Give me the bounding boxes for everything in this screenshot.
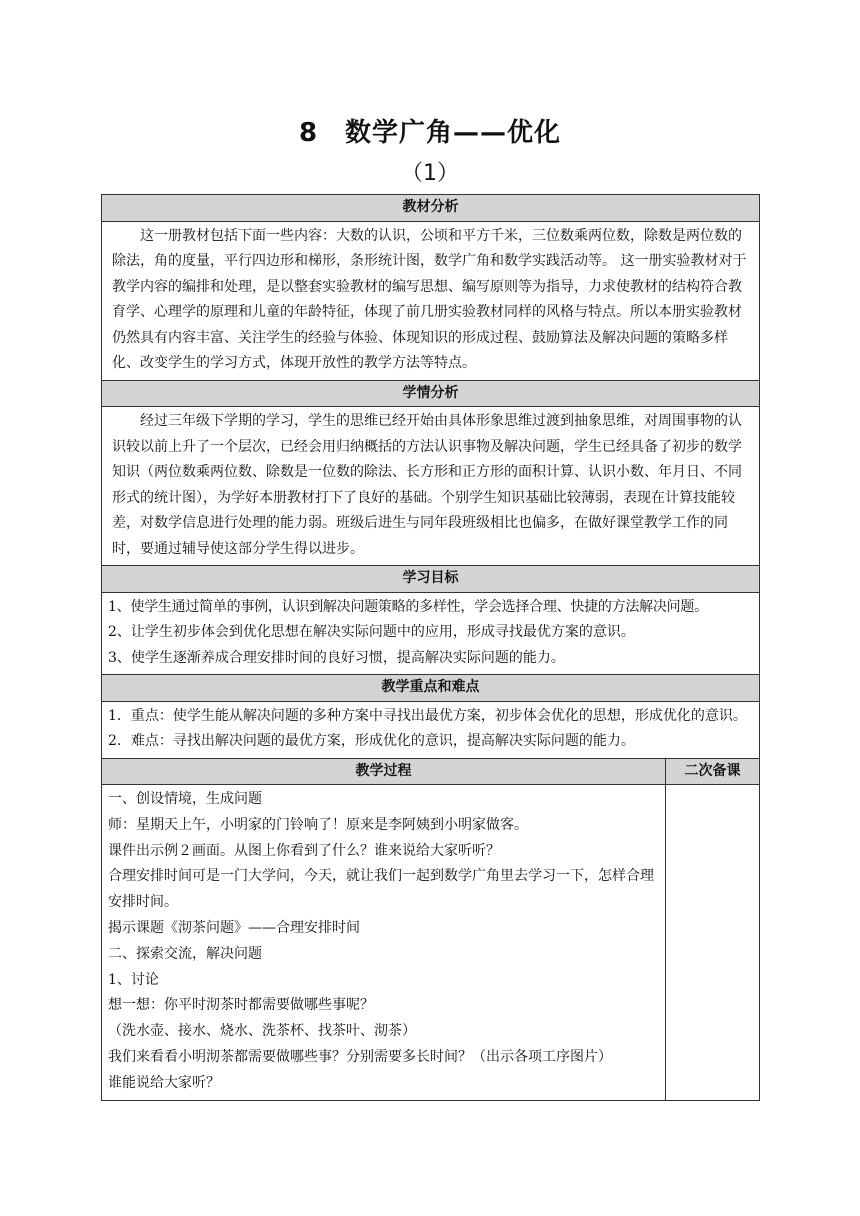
student-analysis-header: 学情分析: [102, 380, 760, 407]
textbook-header-row: [102, 195, 760, 222]
process-line-7: 1、讨论: [108, 971, 159, 988]
document-subtitle: （1）: [401, 161, 459, 186]
keypoints-header-row: [102, 675, 760, 702]
students-header-row: [102, 380, 760, 407]
learning-goals-header: 学习目标: [102, 566, 760, 593]
process-body-row: [102, 785, 760, 1101]
process-line-4: 合理安排时间可是一门大学问，今天，就让我们一起到数学广角里去学习一下，怎样合理安排时间。: [108, 868, 654, 911]
textbook-analysis-text: 这一册教材包括下面一些内容：大数的认识，公顷和平方千米，三位数乘两位数，除数是两位数的除法，角的度量，平行四边形和梯形，条形统计图，数学广角和数学实践活动等。 这一册实验教材对于教学内容的编排和处理，是以整套实验教材的编写思想、编写原则等为指导，力求使教材的结构符合教育学、心理学的原理和儿童的年龄特征，体现了前几册实验教材同样的风格与特点。所以本册实验教材仍然具有内容丰富、关注学生的经验与体验、体现知识的形成过程、鼓励算法及解决问题的策略多样化、改变学生的学习方式，体现开放性的教学方法等特点。: [112, 227, 747, 371]
textbook-body-row: [102, 221, 760, 380]
goals-header-row: [102, 566, 760, 593]
process-header-row: [102, 758, 760, 785]
process-line-2: 师：星期天上午，小明家的门铃响了！原来是李阿姨到小明家做客。: [108, 816, 528, 833]
keypoint-item-1: 1．重点：使学生能从解决问题的多种方案中寻找出最优方案，初步体会优化的思想，形成优化的意识。: [108, 707, 747, 724]
key-difficult-points-header: 教学重点和难点: [102, 675, 760, 702]
keypoint-item-2: 2．难点：寻找出解决问题的最优方案，形成优化的意识，提高解决实际问题的能力。: [108, 733, 635, 749]
second-preparation-cell: [666, 785, 760, 1101]
goal-item-1: 1、使学生通过简单的事例，认识到解决问题策略的多样性，学会选择合理、快捷的方法解决问题。: [108, 598, 708, 615]
process-line-1: 一、创设情境，生成问题: [108, 791, 262, 807]
second-preparation-header: 二次备课: [666, 758, 760, 785]
teaching-process-header: 教学过程: [102, 758, 666, 785]
process-line-6: 二、探索交流，解决问题: [108, 945, 262, 962]
document-title: 8 数学广角——优化: [298, 118, 562, 148]
process-line-5: 揭示课题《沏茶问题》——合理安排时间: [108, 919, 360, 936]
process-line-8: 想一想：你平时沏茶时都需要做哪些事呢？: [108, 997, 374, 1014]
goal-item-3: 3、使学生逐渐养成合理安排时间的良好习惯，提高解决实际问题的能力。: [108, 649, 565, 666]
process-line-11: 谁能说给大家听？: [108, 1074, 220, 1091]
student-analysis-text: 经过三年级下学期的学习，学生的思维已经开始由具体形象思维过渡到抽象思维，对周围事物的认识较以前上升了一个层次，已经会用归纳概括的方法认识事物及解决问题，学生已经具备了初步的数学知识（两位数乘两位数、除数是一位数的除法、长方形和正方形的面积计算、认识小数、年月日、不同形式的统计图），为学好本册教材打下了良好的基础。个别学生知识基础比较薄弱，表现在计算技能较差，对数学信息进行处理的能力弱。班级后进生与同年段班级相比也偏多，在做好课堂教学工作的同时，要通过辅导使这部分学生得以进步。: [112, 413, 742, 557]
process-line-3: 课件出示例２画面。从图上你看到了什么？谁来说给大家听听？: [108, 842, 500, 859]
lesson-plan-table: [101, 194, 760, 1101]
textbook-analysis-header: 教材分析: [102, 195, 760, 222]
keypoints-body-row: [102, 701, 760, 758]
process-line-10: 我们来看看小明沏茶都需要做哪些事？分别需要多长时间？（出示各项工序图片）: [108, 1048, 612, 1065]
goals-body-row: [102, 592, 760, 675]
process-line-9: （洗水壶、接水、烧水、洗茶杯、找茶叶、沏茶）: [108, 1023, 416, 1040]
goal-item-2: 2、让学生初步体会到优化思想在解决实际问题中的应用，形成寻找最优方案的意识。: [108, 624, 635, 640]
students-body-row: [102, 407, 760, 566]
